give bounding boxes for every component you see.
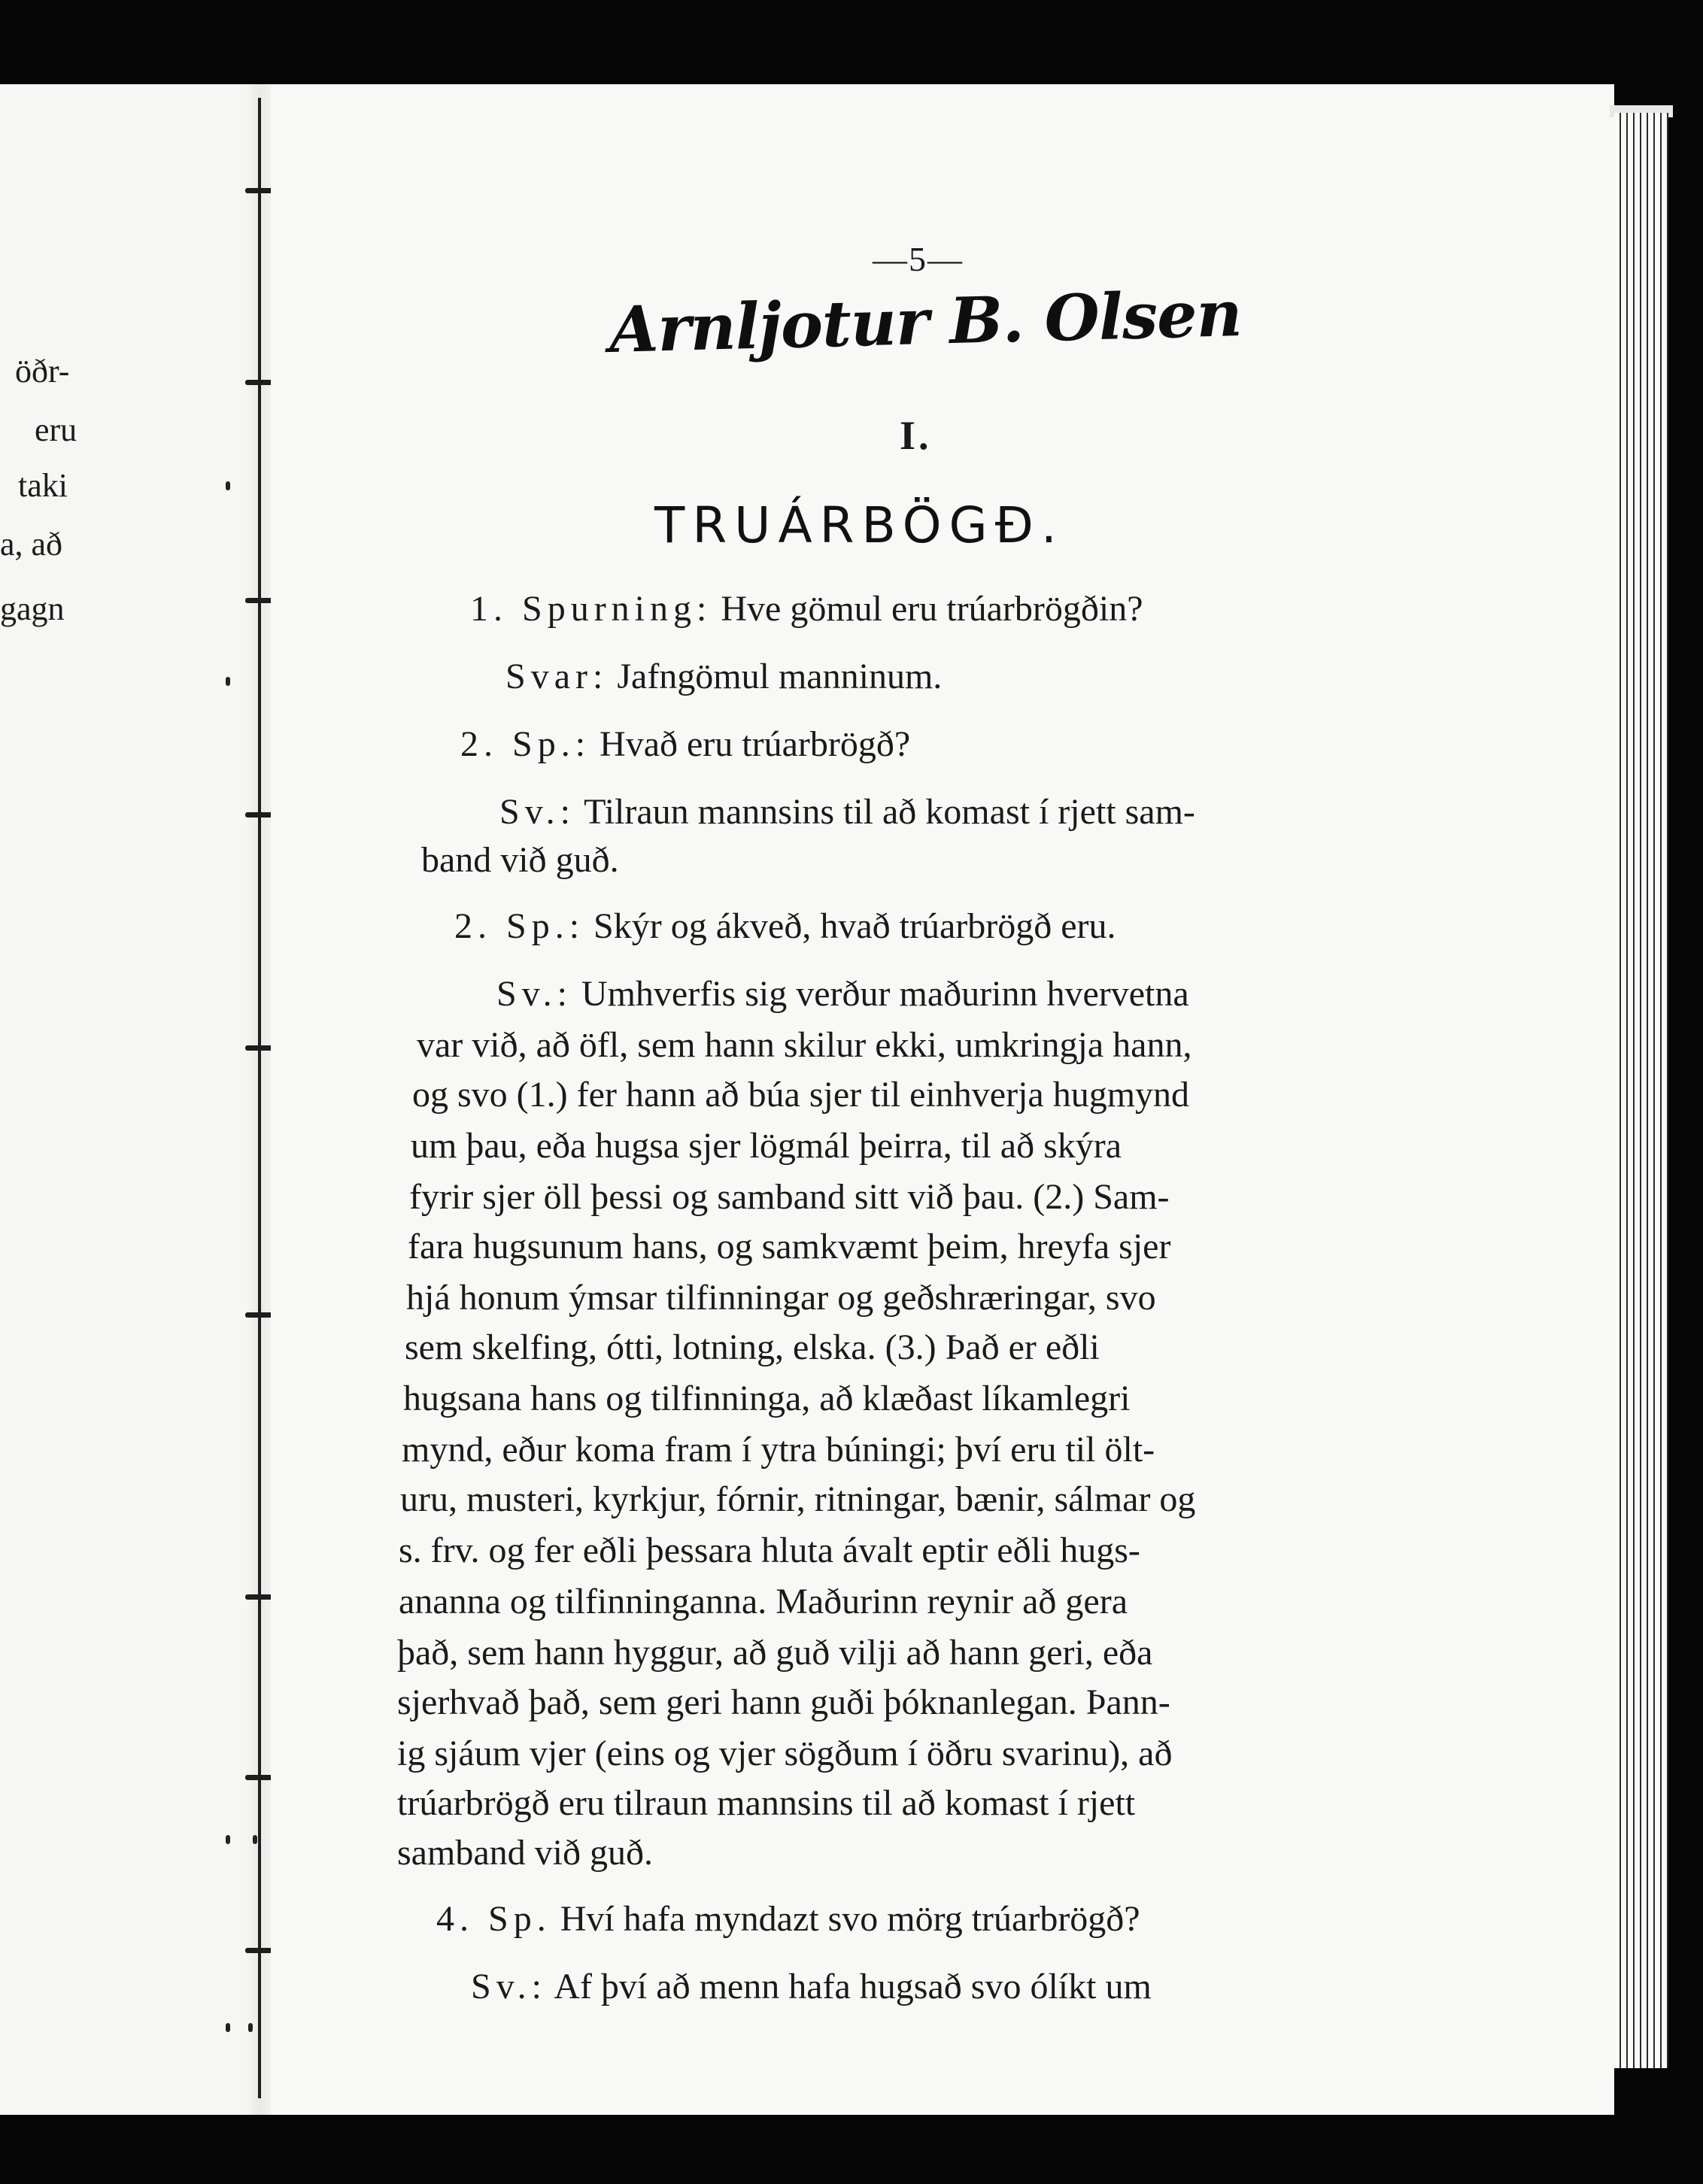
binding-stitch (245, 1948, 272, 1953)
text-line (436, 1901, 1140, 1937)
answer-label: Svar: (505, 657, 609, 696)
line-text: Jafngömul manninum. (617, 657, 943, 696)
text-line (405, 1327, 1100, 1367)
binding-speck (253, 1835, 257, 1844)
line-text: sjerhvað það, sem geri hann guði þóknanlegan. Þann- (397, 1682, 1170, 1722)
line-text: Hve gömul eru trúarbrögðin? (721, 589, 1143, 629)
binding-stitch (245, 1312, 272, 1318)
line-text: fyrir sjer öll þessi og samband sitt við þau. (2.) Sam- (409, 1177, 1170, 1217)
line-text: um þau, eða hugsa sjer lögmál þeirra, til að skýra (411, 1126, 1122, 1166)
text-line (460, 726, 910, 763)
question-label: 1. Spurning: (470, 589, 712, 629)
left-fragment: öðr- (15, 353, 70, 390)
question-label: 2. Sp.: (454, 906, 585, 946)
answer-label: Sv.: (496, 974, 572, 1014)
line-text: ananna og tilfinninganna. Maðurinn reynir að gera (399, 1582, 1128, 1621)
text-line (399, 1530, 1140, 1570)
answer-label: Sv.: (471, 1967, 547, 2007)
line-text: samband við guð. (397, 1833, 653, 1873)
binding-stitch (245, 1775, 272, 1780)
line-text: Skýr og ákveð, hvað trúarbrögð eru. (593, 906, 1116, 946)
line-text: það, sem hann hyggur, að guð vilji að hann geri, eða (397, 1633, 1153, 1673)
line-text: fara hugsunum hans, og samkvæmt þeim, hreyfa sjer (408, 1227, 1171, 1266)
text-line (470, 591, 1143, 627)
binding-speck (226, 1835, 230, 1844)
binding-speck (226, 481, 230, 490)
text-line (397, 1635, 1152, 1671)
line-text: s. frv. og fer eðli þessara hluta ávalt eptir eðli hugs- (399, 1530, 1140, 1570)
text-line (412, 1077, 1189, 1113)
left-fragment: gagn (0, 590, 65, 627)
line-text: ig sjáum vjer (eins og vjer sögðum í öðru svarinu), að (397, 1734, 1173, 1773)
page-number: —5— (873, 240, 964, 278)
binding-stitch (245, 1594, 272, 1600)
page-edges (1614, 113, 1668, 2068)
text-line (399, 1584, 1128, 1620)
text-line (402, 1432, 1155, 1468)
binding-stitch (245, 1045, 272, 1051)
text-line (408, 1229, 1170, 1265)
text-line (409, 1179, 1170, 1215)
line-text: trúarbrögð eru tilraun mannsins til að komast í rjett (397, 1783, 1136, 1823)
line-text: var við, að öfl, sem hann skilur ekki, umkringja hann, (417, 1025, 1192, 1065)
line-text: uru, musteri, kyrkjur, fórnir, ritningar, bænir, sálmar og (400, 1479, 1196, 1519)
binding-speck (226, 2023, 230, 2032)
text-line (406, 1280, 1156, 1316)
line-text: sem skelfing, ótti, lotning, elska. (3.) Það er eðli (405, 1327, 1100, 1367)
text-line (400, 1479, 1196, 1519)
answer-label: Sv.: (499, 792, 575, 832)
binding-stitch (245, 812, 272, 817)
line-text: Hvað eru trúarbrögð? (600, 724, 911, 764)
section-numeral: I. (900, 413, 932, 458)
binding-speck (226, 677, 230, 686)
binding-stitch (245, 188, 272, 193)
line-text: Af því að menn hafa hugsað svo ólíkt um (554, 1967, 1152, 2007)
question-label: 2. Sp.: (460, 724, 591, 764)
text-line (403, 1381, 1131, 1417)
text-line (505, 659, 942, 695)
text-line (397, 1736, 1172, 1772)
text-line (454, 908, 1116, 945)
text-line (411, 1128, 1122, 1164)
line-text: hugsana hans og tilfinninga, að klæðast líkamlegri (403, 1379, 1131, 1418)
line-text: og svo (1.) fer hann að búa sjer til einhverja hugmynd (412, 1075, 1190, 1115)
left-fragment: a, að (0, 526, 63, 563)
binding-stitch (245, 380, 272, 385)
text-line (397, 1785, 1135, 1822)
text-line (421, 842, 619, 878)
author-signature: Arnljotur B. Olsen (608, 276, 1243, 367)
line-text: hjá honum ýmsar tilfinningar og geðshræringar, svo (406, 1278, 1156, 1318)
left-page (0, 84, 257, 2115)
line-text: band við guð. (421, 840, 619, 880)
text-line (496, 976, 1189, 1012)
left-fragment: taki (18, 467, 68, 504)
line-text: Tilraun mannsins til að komast í rjett sam- (584, 792, 1195, 832)
binding-speck (248, 2023, 253, 2032)
binding-thread (258, 98, 261, 2098)
text-line (417, 1027, 1191, 1063)
binding-stitch (245, 598, 272, 603)
chapter-title: TRUÁRBÖGÐ. (654, 496, 1064, 554)
text-line (397, 1835, 653, 1871)
text-line (397, 1682, 1170, 1722)
line-text: mynd, eður koma fram í ytra búningi; því eru til ölt- (402, 1430, 1155, 1470)
text-line (471, 1969, 1152, 2005)
left-fragment: eru (35, 411, 77, 448)
question-label: 4. Sp. (436, 1899, 551, 1939)
line-text: Umhverfis sig verður maðurinn hvervetna (581, 974, 1189, 1014)
line-text: Hví hafa myndazt svo mörg trúarbrögð? (560, 1899, 1140, 1939)
text-line (499, 794, 1195, 830)
